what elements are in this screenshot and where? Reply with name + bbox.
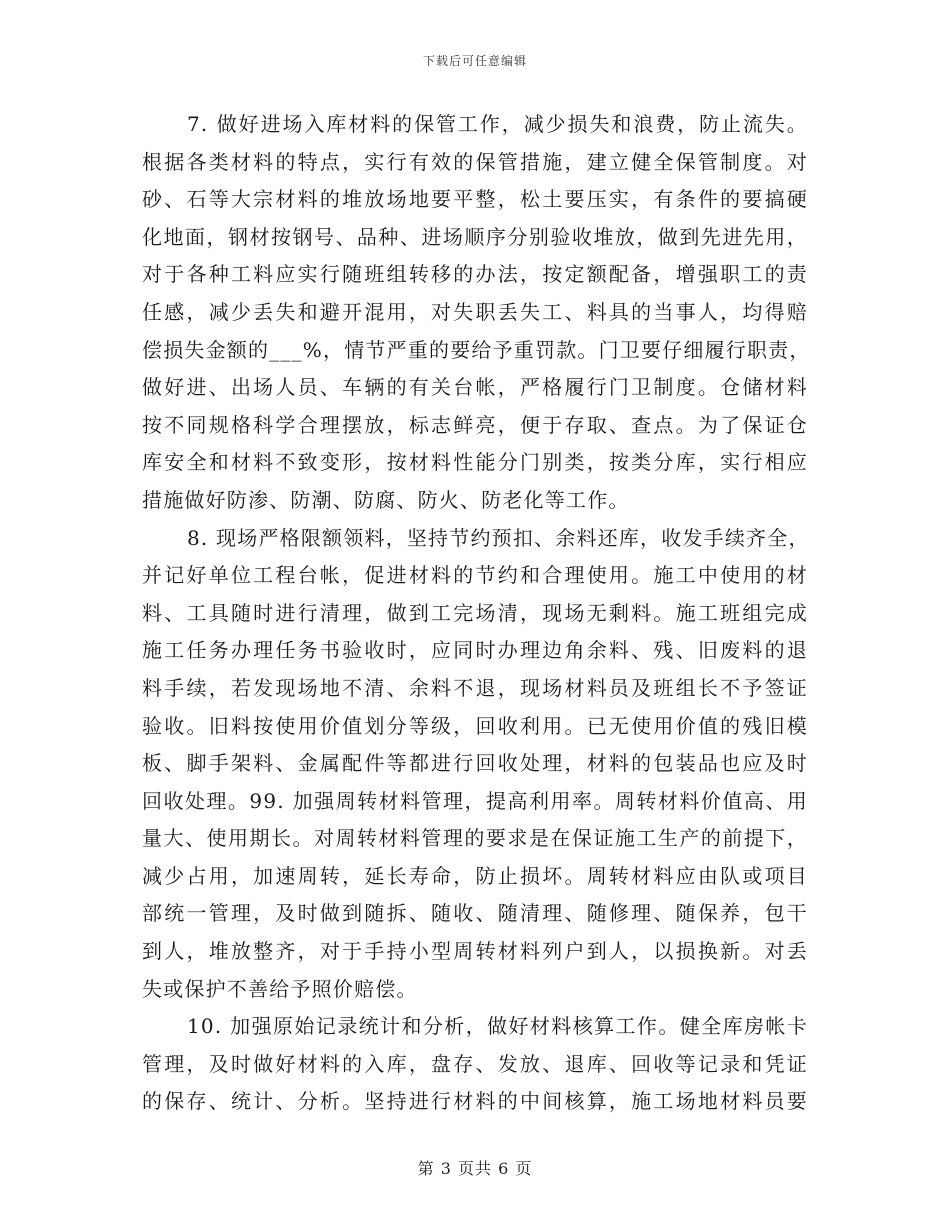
page-header: 下载后可任意编辑 <box>422 54 527 68</box>
text-line: 部统一管理，及时做到随拆、随收、随清理、随修理、随保养，包干 <box>142 901 808 926</box>
paragraph-7 <box>142 106 811 520</box>
paragraph-10 <box>142 1008 808 1121</box>
document-body <box>142 106 811 1121</box>
text-line: 板、脚手架料、金属配件等都进行回收处理，材料的包装品也应及时 <box>142 751 808 776</box>
text-line: 措施做好防渗、防潮、防腐、防火、防老化等工作。 <box>142 487 630 512</box>
text-line: 到人，堆放整齐，对于手持小型周转材料列户到人，以损换新。对丢 <box>142 939 808 964</box>
text-line: 7. 做好进场入库材料的保管工作，减少损失和浪费，防止流失。 <box>187 112 808 136</box>
text-line: 任感，减少丢失和避开混用，对失职丢失工、料具的当事人，均得赔 <box>142 299 808 324</box>
text-line: 验收。旧料按使用价值划分等级，回收利用。已无使用价值的残旧模 <box>142 713 808 738</box>
text-line: 对于各种工料应实行随班组转移的办法，按定额配备，增强职工的责 <box>142 262 808 287</box>
text-line: 并记好单位工程台帐，促进材料的节约和合理使用。施工中使用的材 <box>142 563 808 588</box>
text-line: 量大、使用期长。对周转材料管理的要求是在保证施工生产的前提下， <box>142 826 808 851</box>
text-line: 按不同规格科学合理摆放，标志鲜亮，便于存取、查点。为了保证仓 <box>142 412 808 437</box>
text-line: 施工任务办理任务书验收时，应同时办理边角余料、残、旧废料的退 <box>142 638 808 663</box>
paragraph-8 <box>142 520 808 1009</box>
text-line: 偿损失金额的___%，情节严重的要给予重罚款。门卫要仔细履行职责， <box>142 337 811 362</box>
text-line: 料、工具随时进行清理，做到工完场清，现场无剩料。施工班组完成 <box>142 600 808 625</box>
text-line: 料手续，若发现场地不清、余料不退，现场材料员及班组长不予签证 <box>142 675 808 700</box>
text-line: 根据各类材料的特点，实行有效的保管措施，建立健全保管制度。对 <box>142 149 808 174</box>
text-line: 减少占用，加速周转，延长寿命，防止损坏。周转材料应由队或项目 <box>142 863 808 888</box>
text-line: 8. 现场严格限额领料，坚持节约预扣、余料还库，收发手续齐全， <box>187 525 810 550</box>
text-line: 的保存、统计、分析。坚持进行材料的中间核算，施工场地材料员要 <box>142 1089 808 1114</box>
text-line: 化地面，钢材按钢号、品种、进场顺序分别验收堆放，做到先进先用， <box>142 224 808 249</box>
page-footer: 第 3 页共 6 页 <box>417 1159 533 1178</box>
text-line: 做好进、出场人员、车辆的有关台帐，严格履行门卫制度。仓储材料 <box>142 375 808 400</box>
text-line: 库安全和材料不致变形，按材料性能分门别类，按类分库，实行相应 <box>142 450 808 475</box>
text-line: 砂、石等大宗材料的堆放场地要平整，松土要压实，有条件的要搞硬 <box>142 187 808 212</box>
text-line: 失或保护不善给予照价赔偿。 <box>142 976 418 1001</box>
text-line: 管理，及时做好材料的入库，盘存、发放、退库、回收等记录和凭证 <box>142 1051 808 1076</box>
text-line: 10. 加强原始记录统计和分析，做好材料核算工作。健全库房帐卡 <box>187 1014 808 1039</box>
text-line: 回收处理。99. 加强周转材料管理，提高利用率。周转材料价值高、用 <box>142 788 808 813</box>
